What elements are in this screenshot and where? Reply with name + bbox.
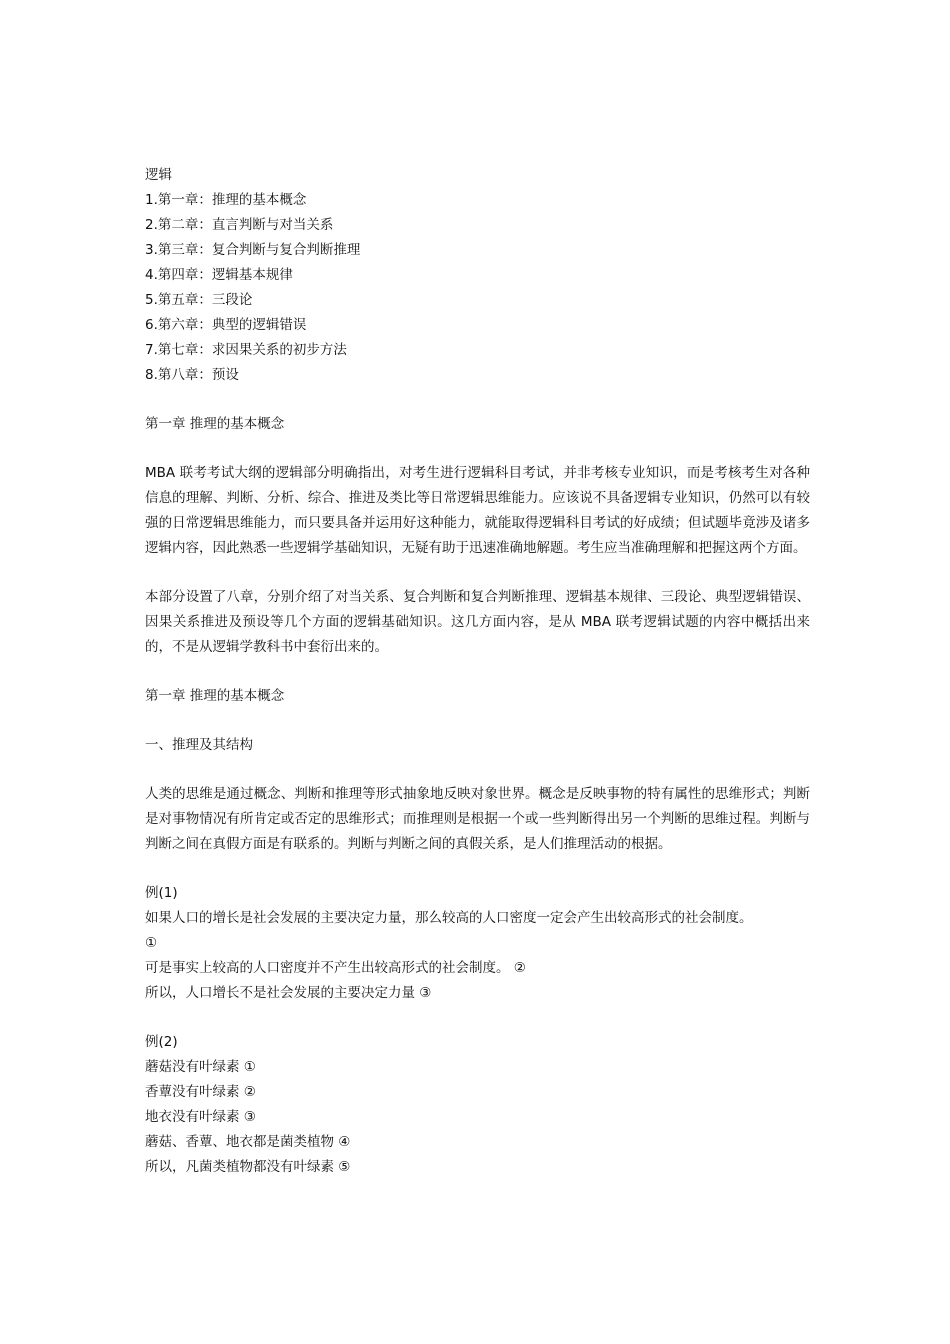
example-line: 地衣没有叶绿素 ③ — [145, 1109, 256, 1125]
example-line: ① — [145, 935, 158, 951]
table-of-contents — [145, 188, 810, 388]
toc-item: 5.第五章：三段论 — [145, 292, 253, 308]
example-line: 可是事实上较高的人口密度并不产生出较高形式的社会制度。 ② — [145, 960, 526, 976]
toc-item: 8.第八章：预设 — [145, 367, 239, 383]
example-line: 蘑菇没有叶绿素 ① — [145, 1059, 256, 1075]
example-line: 蘑菇、香蕈、地衣都是菌类植物 ④ — [145, 1134, 351, 1150]
example-line: 所以，人口增长不是社会发展的主要决定力量 ③ — [145, 985, 432, 1001]
example-line: 如果人口的增长是社会发展的主要决定力量，那么较高的人口密度一定会产生出较高形式的社会制度。 — [145, 910, 753, 926]
chapter-heading: 第一章 推理的基本概念 — [145, 688, 285, 704]
example-block — [145, 881, 810, 1006]
toc-item: 7.第七章：求因果关系的初步方法 — [145, 342, 347, 358]
toc-item: 3.第三章：复合判断与复合判断推理 — [145, 242, 361, 258]
toc-item: 2.第二章：直言判断与对当关系 — [145, 217, 334, 233]
toc-item: 1.第一章：推理的基本概念 — [145, 192, 307, 208]
section-heading: 一、推理及其结构 — [145, 737, 253, 753]
toc-item: 6.第六章：典型的逻辑错误 — [145, 317, 307, 333]
example-line: 香蕈没有叶绿素 ② — [145, 1084, 256, 1100]
document-title: 逻辑 — [145, 167, 172, 183]
section-paragraph: 人类的思维是通过概念、判断和推理等形式抽象地反映对象世界。概念是反映事物的特有属性的思维形式；判断是对事物情况有所肯定或否定的思维形式；而推理则是根据一个或一些判断得出另一个判断的思维过程。判断与判断之间在真假方面是有联系的。判断与判断之间的真假关系，是人们推理活动的根据。 — [145, 786, 810, 852]
example-line: 所以，凡菌类植物都没有叶绿素 ⑤ — [145, 1159, 351, 1175]
intro-paragraph: MBA 联考考试大纲的逻辑部分明确指出，对考生进行逻辑科目考试，并非考核专业知识，而是考核考生对各种信息的理解、判断、分析、综合、推进及类比等日常逻辑思维能力。应该说不具备逻辑专业知识，仍然可以有较强的日常逻辑思维能力，而只要具备并运用好这种能力，就能取得逻辑科目考试的好成绩；但试题毕竟涉及诸多逻辑内容，因此熟悉一些逻辑学基础知识，无疑有助于迅速准确地解题。考生应当准确理解和把握这两个方面。 — [145, 465, 810, 556]
intro-paragraph: 本部分设置了八章，分别介绍了对当关系、复合判断和复合判断推理、逻辑基本规律、三段论、典型逻辑错误、因果关系推进及预设等几个方面的逻辑基础知识。这几方面内容，是从 MBA 联考逻辑试题的内容中概括出来的，不是从逻辑学教科书中套衍出来的。 — [145, 589, 810, 655]
example-label: 例(1) — [145, 885, 178, 901]
chapter-heading: 第一章 推理的基本概念 — [145, 416, 285, 432]
example-label: 例(2) — [145, 1034, 178, 1050]
example-block — [145, 1030, 810, 1180]
toc-item: 4.第四章：逻辑基本规律 — [145, 267, 293, 283]
